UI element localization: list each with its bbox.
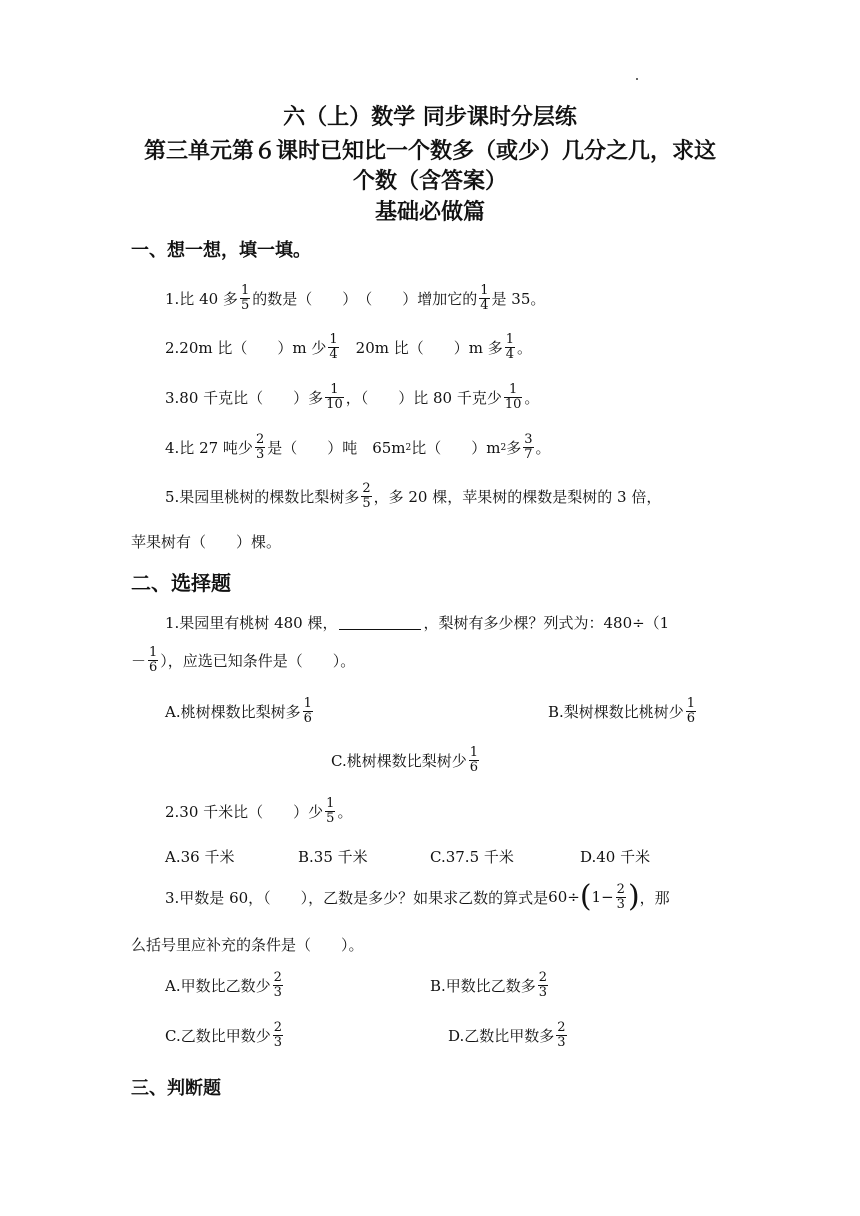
s2-q3-option-d: D.乙数比甲数多 $\frac{2}{3}$: [448, 1020, 566, 1050]
s1-question-4: 4.比 27 吨少 $\frac{2}{3}$ 是（ ）吨 65m 2 比（ ）m 2 多 $\frac{3}{7}$ 。: [165, 432, 551, 462]
title-line-1: 六（上）数学 同步课时分层练: [283, 105, 577, 130]
fraction: $\frac{1}{5}$: [326, 796, 335, 826]
title-line-2: 第三单元第６课时已知比一个数多（或少）几分之几，求这: [143, 139, 716, 164]
s2-question-2: 2.30 千米比（ ）少 $\frac{1}{5}$ 。: [165, 796, 353, 826]
s2-q2-option-b: B.35 千米: [298, 848, 368, 866]
s1-question-5-cont: 苹果树有（ ）棵。: [131, 533, 282, 551]
s1-question-5: 5.果园里桃树的棵数比梨树多 $\frac{2}{5}$ ，多 20 棵，苹果树的棵数是梨树的 3 倍，: [165, 481, 662, 511]
s2-q3-option-a: A.甲数比乙数少 $\frac{2}{3}$: [165, 970, 282, 1000]
fraction: $\frac{1}{6}$: [303, 696, 312, 726]
s1-question-3: 3.80 千克比（ ）多 $\frac{1}{10}$ ，（ ）比 80 千克少 $\frac{1}{10}$ 。: [165, 382, 540, 412]
fraction: $\frac{2}{3}$: [557, 1020, 566, 1050]
fraction: $\frac{1}{6}$: [469, 745, 478, 775]
s2-q1-option-c: C.桃树棵数比梨树少 $\frac{1}{6}$: [331, 745, 478, 775]
section3-heading: 三、判断题: [131, 1078, 221, 1099]
fraction: $\frac{1}{10}$: [504, 382, 522, 412]
decorative-dot: [636, 78, 638, 80]
blank-underline: [339, 615, 421, 630]
fraction: $\frac{2}{3}$: [273, 1020, 282, 1050]
fraction: $\frac{1}{4}$: [505, 332, 515, 362]
s2-question-1: 1.果园里有桃树 480 棵， ，梨树有多少棵？列式为：480÷（1: [165, 614, 670, 632]
s2-q2-option-d: D.40 千米: [580, 848, 651, 866]
title-line-3: 个数（含答案）: [352, 169, 507, 194]
fraction: $\frac{2}{5}$: [362, 481, 371, 511]
fraction: $\frac{1}{4}$: [329, 332, 338, 362]
s2-q2-option-c: C.37.5 千米: [430, 848, 514, 866]
fraction: $\frac{2}{3}$: [273, 970, 282, 1000]
title-line-4: 基础必做篇: [374, 200, 485, 225]
fraction: $\frac{3}{7}$: [524, 432, 533, 462]
fraction: $\frac{1}{6}$: [686, 696, 696, 726]
fraction: $\frac{2}{3}$: [255, 432, 265, 462]
math-expression: 60÷ ( 1− $\frac{2}{3}$ ): [548, 879, 640, 914]
s2-question-3-cont: 么括号里应补充的条件是（ ）。: [131, 936, 364, 954]
s2-question-1-cont: － $\frac{1}{6}$ ），应选已知条件是（ ）。: [131, 645, 356, 675]
s1-question-2: 2.20m 比（ ）m 少 $\frac{1}{4}$ 20m 比（ ）m 多 $\frac{1}{4}$ 。: [165, 332, 533, 362]
s2-question-3: 3.甲数是 60，（ ），乙数是多少？如果求乙数的算式是 60÷ ( 1− $\frac{2}{3}$ ) ，那: [165, 879, 670, 914]
fraction: $\frac{1}{5}$: [240, 283, 250, 313]
fraction: $\frac{2}{3}$: [616, 881, 625, 912]
s2-q3-option-b: B.甲数比乙数多 $\frac{2}{3}$: [430, 970, 548, 1000]
fraction: $\frac{1}{4}$: [480, 283, 489, 313]
s1-question-1: 1.比 40 多 $\frac{1}{5}$ 的数是（ ） （ ）增加它的 $\frac{1}{4}$ 是 35。: [165, 283, 546, 313]
fraction: $\frac{2}{3}$: [538, 970, 548, 1000]
s2-q1-option-a: A.桃树棵数比梨树多 $\frac{1}{6}$: [165, 696, 312, 726]
s2-q1-option-b: B.梨树棵数比桃树少 $\frac{1}{6}$: [548, 696, 696, 726]
section1-heading: 一、想一想，填一填。: [131, 240, 311, 261]
s2-q3-option-c: C.乙数比甲数少 $\frac{2}{3}$: [165, 1020, 282, 1050]
section2-heading: 二、选择题: [131, 571, 231, 595]
s2-q2-option-a: A.36 千米: [165, 848, 235, 866]
fraction: $\frac{1}{10}$: [326, 382, 343, 412]
fraction: $\frac{1}{6}$: [149, 645, 158, 675]
